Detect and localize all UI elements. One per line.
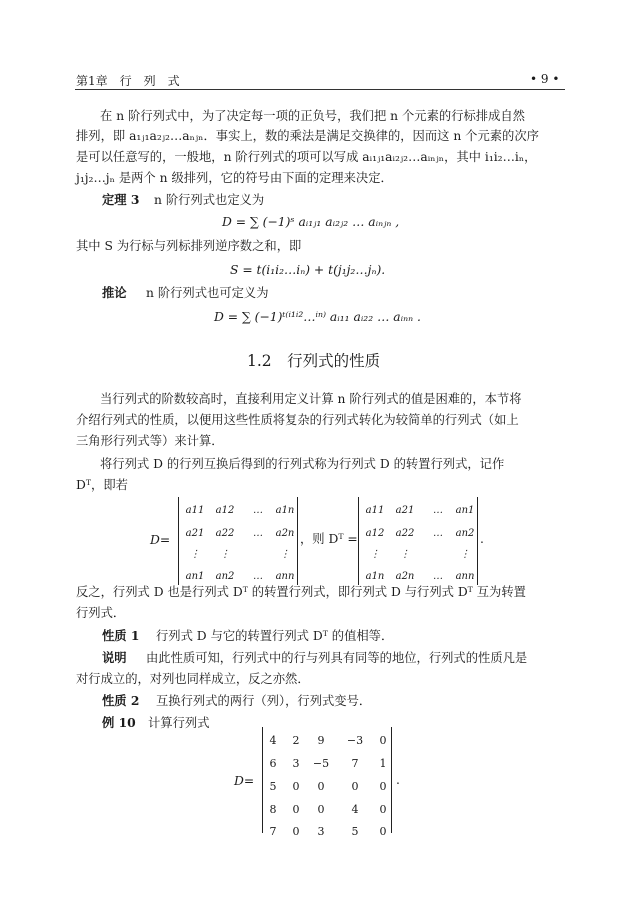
matrix-cell: 7 bbox=[351, 757, 359, 770]
matrix-dt-label: ，则 Dᵀ = bbox=[300, 532, 358, 546]
matrix-cell: −3 bbox=[346, 734, 364, 747]
matrix-cell: 9 bbox=[317, 734, 325, 747]
matrix-cell: a2n bbox=[275, 528, 295, 539]
matrix-cell: 4 bbox=[269, 734, 277, 747]
matrix-cell: 0 bbox=[379, 803, 387, 816]
corollary-text: n 阶行列式也可定义为 bbox=[146, 286, 269, 300]
matrix-cell: 0 bbox=[317, 780, 325, 793]
matrix-cell: … bbox=[253, 505, 263, 516]
matrix-cell: 0 bbox=[351, 780, 359, 793]
note-text: 由此性质可知，行列式中的行与列具有同等的地位，行列式的性质凡是 bbox=[146, 651, 528, 665]
matrix-cell: a11 bbox=[365, 505, 385, 516]
matrix-cell: 2 bbox=[292, 734, 300, 747]
matrix-cell: 0 bbox=[292, 780, 300, 793]
paragraph-line: 行列式． bbox=[76, 606, 126, 620]
matrix-cell: … bbox=[433, 571, 443, 582]
matrix-cell: a2n bbox=[395, 571, 415, 582]
matrix-cell: a1n bbox=[365, 571, 385, 582]
matrix-cell: ⋮ bbox=[280, 549, 290, 560]
matrix-cell: 3 bbox=[292, 757, 300, 770]
matrix-cell: ⋮ bbox=[400, 549, 410, 560]
paragraph-line: 其中 S 为行标与列标排列逆序数之和，即 bbox=[76, 239, 302, 253]
matrix-cell: 5 bbox=[351, 825, 359, 838]
paragraph-line: 三角形行列式等）来计算． bbox=[76, 434, 224, 448]
matrix-cell: an1 bbox=[455, 505, 475, 516]
property-text: 互换行列式的两行（列），行列式变号． bbox=[156, 694, 372, 708]
property-label: 性质 1 bbox=[102, 628, 140, 643]
theorem-text: n 阶行列式也定义为 bbox=[154, 193, 265, 207]
matrix-cell: … bbox=[433, 505, 443, 516]
matrix-cell: −5 bbox=[312, 757, 330, 770]
matrix-cell: a1n bbox=[275, 505, 295, 516]
matrix-cell: 6 bbox=[269, 757, 277, 770]
matrix-cell: 1 bbox=[379, 757, 387, 770]
corollary-formula: D = ∑ (−1)ᵗ⁽ⁱ¹ⁱ²…ⁱⁿ⁾ aᵢ₁₁ aᵢ₂₂ … aᵢₙₙ . bbox=[214, 310, 421, 324]
matrix-cell: 0 bbox=[379, 734, 387, 747]
determinant-bar-left bbox=[358, 497, 359, 585]
matrix-cell: 3 bbox=[317, 825, 325, 838]
chapter-header: 第1章 行 列 式 bbox=[76, 74, 180, 88]
matrix-cell: an1 bbox=[185, 571, 205, 582]
matrix-cell: 4 bbox=[351, 803, 359, 816]
paragraph-line: 反之，行列式 D 也是行列式 Dᵀ 的转置行列式，即行列式 D 与行列式 Dᵀ 互为转置 bbox=[76, 585, 526, 599]
determinant-bar-left bbox=[178, 497, 179, 585]
matrix-cell: ann bbox=[455, 571, 475, 582]
corollary-label: 推论 bbox=[102, 285, 127, 300]
matrix-cell: ⋮ bbox=[190, 549, 200, 560]
matrix-cell: a11 bbox=[185, 505, 205, 516]
matrix-cell: 0 bbox=[292, 803, 300, 816]
matrix-cell: a21 bbox=[185, 528, 205, 539]
paragraph-line: 是可以任意写的，一般地，n 阶行列式的项可以写成 aᵢ₁ⱼ₁aᵢ₂ⱼ₂…aᵢₙⱼₙ，其中 i₁i₂…iₙ， bbox=[76, 150, 537, 164]
matrix-cell: a22 bbox=[395, 528, 415, 539]
note-text: 对行成立的，对列也同样成立，反之亦然． bbox=[76, 672, 310, 686]
section-title: 1.2 行列式的性质 bbox=[247, 352, 381, 370]
paragraph-line: 当行列式的阶数较高时，直接利用定义计算 n 阶行列式的值是困难的，本节将 bbox=[100, 392, 522, 406]
example-text: 计算行列式 bbox=[148, 716, 210, 730]
theorem-formula: D = ∑ (−1)ˢ aᵢ₁ⱼ₁ aᵢ₂ⱼ₂ … aᵢₙⱼₙ , bbox=[222, 215, 400, 229]
matrix-cell: 0 bbox=[379, 780, 387, 793]
matrix-cell: a21 bbox=[395, 505, 415, 516]
paragraph-line: j₁j₂…jₙ 是两个 n 级排列，它的符号由下面的定理来决定． bbox=[76, 171, 393, 185]
matrix-cell: ⋮ bbox=[220, 549, 230, 560]
s-formula: S = t(i₁i₂…iₙ) + t(j₁j₂…jₙ). bbox=[230, 263, 386, 277]
paragraph-line: Dᵀ，即若 bbox=[76, 478, 128, 492]
note-label: 说明 bbox=[102, 650, 127, 665]
paragraph-line: 介绍行列式的性质，以便用这些性质将复杂的行列式转化为较简单的行列式（如上 bbox=[76, 413, 519, 427]
header-rule bbox=[75, 89, 565, 90]
property-label: 性质 2 bbox=[102, 693, 140, 708]
matrix-cell: 0 bbox=[317, 803, 325, 816]
paragraph-line: 在 n 阶行列式中，为了决定每一项的正负号，我们把 n 个元素的行标排成自然 bbox=[100, 109, 525, 123]
matrix-end-period: . bbox=[480, 532, 484, 546]
matrix-cell: an2 bbox=[215, 571, 235, 582]
matrix-cell: a12 bbox=[365, 528, 385, 539]
property-text: 行列式 D 与它的转置行列式 Dᵀ 的值相等． bbox=[156, 629, 394, 643]
matrix-cell: 8 bbox=[269, 803, 277, 816]
matrix-cell: an2 bbox=[455, 528, 475, 539]
matrix-cell: … bbox=[253, 571, 263, 582]
matrix-cell: ⋮ bbox=[460, 549, 470, 560]
matrix-cell: a22 bbox=[215, 528, 235, 539]
matrix-cell: a12 bbox=[215, 505, 235, 516]
example-d-label: D= bbox=[234, 774, 255, 788]
paragraph-line: 将行列式 D 的行列互换后得到的行列式称为行列式 D 的转置行列式，记作 bbox=[100, 457, 505, 471]
matrix-cell: 0 bbox=[292, 825, 300, 838]
matrix-d-label: D= bbox=[150, 533, 171, 547]
matrix-cell: 5 bbox=[269, 780, 277, 793]
paragraph-line: 排列，即 a₁ⱼ₁a₂ⱼ₂…aₙⱼₙ．事实上，数的乘法是满足交换律的，因而这 n 个元素的次序 bbox=[76, 129, 539, 143]
example-end-period: . bbox=[396, 773, 400, 787]
page-number: • 9 • bbox=[530, 72, 560, 86]
theorem-label: 定理 3 bbox=[102, 192, 140, 207]
matrix-cell: ⋮ bbox=[370, 549, 380, 560]
matrix-cell: ann bbox=[275, 571, 295, 582]
matrix-cell: … bbox=[433, 528, 443, 539]
example-label: 例 10 bbox=[102, 715, 136, 730]
matrix-cell: 0 bbox=[379, 825, 387, 838]
matrix-cell: 7 bbox=[269, 825, 277, 838]
matrix-cell: … bbox=[253, 528, 263, 539]
